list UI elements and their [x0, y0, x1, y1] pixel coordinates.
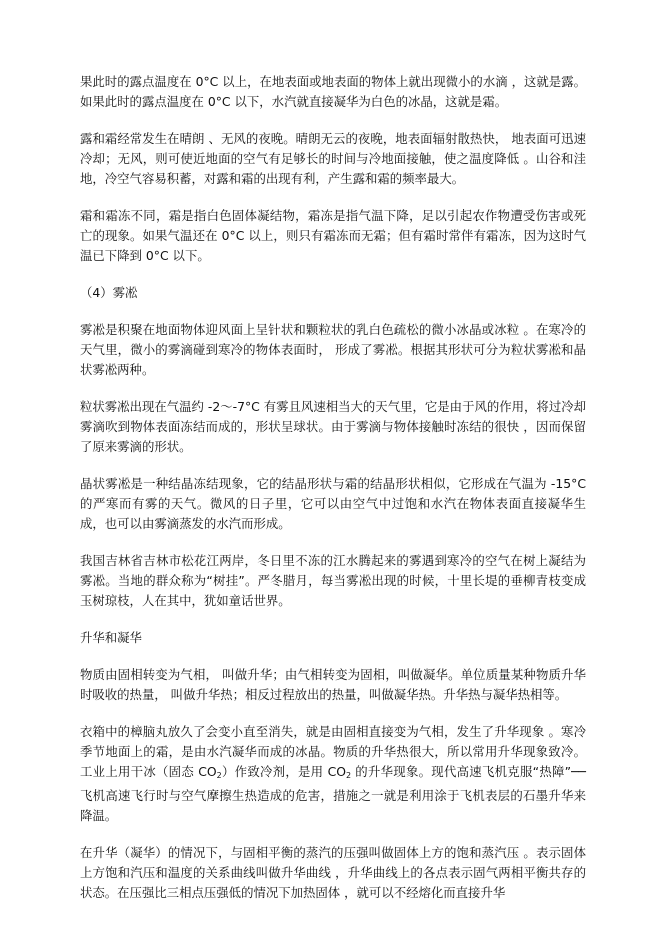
paragraph-rime-definition: 雾凇是积聚在地面物体迎风面上呈针状和颗粒状的乳白色疏松的微小冰晶或冰粒 。在寒冷的天气里，微小的雾滴碰到寒冷的物体表面时， 形成了雾凇。根据其形状可分为粒状雾凇和晶状雾凇两种。 [80, 322, 586, 377]
paragraph-vapor-pressure: 在升华（凝华）的情况下，与固相平衡的蒸汽的压强叫做固体上方的饱和蒸汽压 。表示固体上方饱和汽压和温度的关系曲线叫做升华曲线 ，升华曲线上的各点表示固气两相平衡共存的状态。在压强比三相点压强低的情况下加热固体 ，就可以不经熔化而直接升华 [80, 845, 586, 900]
section-heading-rime: （4）雾凇 [80, 285, 138, 300]
paragraph-sublimation-examples [80, 722, 586, 826]
subscript: 2 [216, 771, 222, 780]
document-page [80, 72, 586, 920]
section-heading-sublimation: 升华和凝华 [80, 630, 142, 645]
subscript: 2 [345, 771, 352, 780]
paragraph-granular-rime: 粒状雾凇出现在气温约 -2～-7°C 有雾且风速相当大的天气里，它是由于风的作用，将过冷却雾滴吹到物体表面冻结而成的，形状呈球状。由于雾滴与物体接触时冻结的很快 ，因而保留了原来雾滴的形状。 [80, 399, 586, 454]
text-segment: 的升华现象。现代高速飞机克服“热障”──飞机高速飞行时与空气摩擦生热造成的危害，措施之一就是利用涂于飞机表层的石墨升华来降温。 [80, 764, 587, 823]
text-segment: ）作致冷剂，是用 CO [221, 764, 346, 779]
paragraph-dew-frost: 果此时的露点温度在 0°C 以上，在地表面或地表面的物体上就出现微小的水滴 ，这就是露。如果此时的露点温度在 0°C 以下，水汽就直接凝华为白色的冰晶，这就是霜。 [80, 74, 586, 109]
paragraph-sublimation-definition: 物质由固相转变为气相， 叫做升华；由气相转变为固相，叫做凝华。单位质量某种物质升华时吸收的热量， 叫做升华热；相反过程放出的热量，叫做凝华热。升华热与凝华热相等。 [80, 667, 586, 702]
paragraph-jilin-rime: 我国吉林省吉林市松花江两岸，冬日里不冻的江水腾起来的雾遇到寒冷的空气在树上凝结为雾凇。当地的群众称为“树挂”。严冬腊月，每当雾凇出现的时候，十里长堤的垂柳青枝变成玉树琼枝，人在其中，犹如童话世界。 [80, 553, 586, 608]
paragraph-conditions: 露和霜经常发生在晴朗 、无风的夜晚。晴朗无云的夜晚，地表面辐射散热快， 地表面可迅速冷却；无风，则可使近地面的空气有足够长的时间与冷地面接触，使之温度降低 。山谷和洼地，冷空气容易积蓄，对露和霜的出现有利，产生露和霜的频率最大。 [80, 131, 586, 186]
text-segment: 衣箱中的樟脑丸放久了会变小直至消失，就是由固相直接变为气相，发生了升华现象 。寒冷季节地面上的霜，是由水汽凝华而成的冰晶。物质的升华热很大，所以常用升华现象致冷。工业上用干冰（固态 CO [80, 724, 586, 779]
paragraph-frost-vs-freeze: 霜和霜冻不同，霜是指白色固体凝结物，霜冻是指气温下降，足以引起农作物遭受伤害或死亡的现象。如果气温还在 0°C 以上，则只有霜冻而无霜；但有霜时常伴有霜冻，因为这时气温已下降到 0°C 以下。 [80, 208, 586, 263]
paragraph-crystal-rime: 晶状雾凇是一种结晶冻结现象，它的结晶形状与霜的结晶形状相似，它形成在气温为 -15°C 的严寒而有雾的天气。微风的日子里，它可以由空气中过饱和水汽在物体表面直接凝华生成，也可以由雾滴蒸发的水汽而形成。 [80, 476, 586, 531]
